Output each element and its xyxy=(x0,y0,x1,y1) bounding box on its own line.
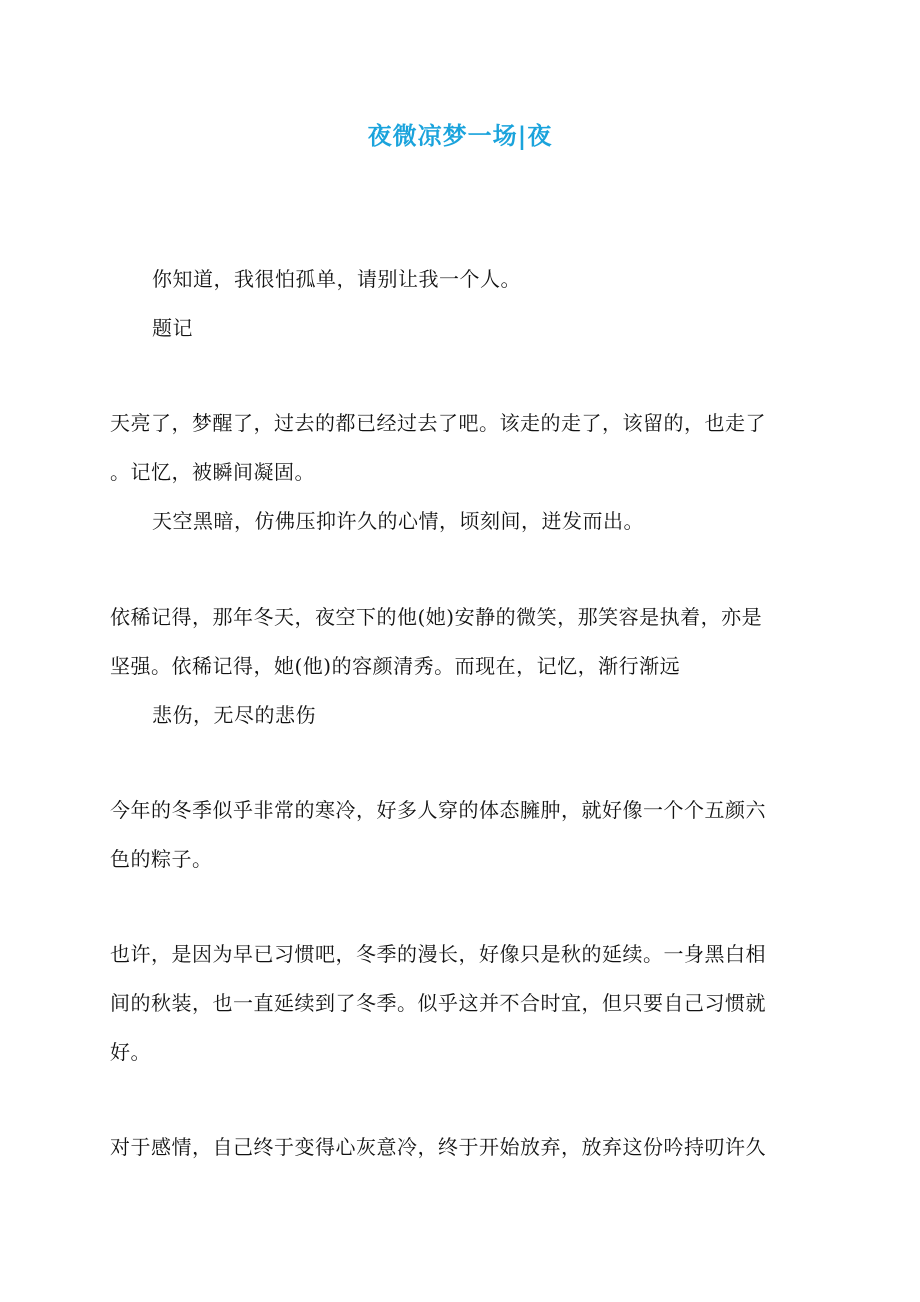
paragraph-line: 依稀记得，那年冬天，夜空下的他(她)安静的微笑，那笑容是执着，亦是 xyxy=(110,605,763,629)
paragraph-line: 对于感情，自己终于变得心灰意冷，终于开始放弃，放弃这份吟持叨许久 xyxy=(110,1135,766,1159)
paragraph-line: 坚强。依稀记得，她(他)的容颜清秀。而现在，记忆，渐行渐远 xyxy=(110,654,681,678)
paragraph-line: 好。 xyxy=(110,1040,151,1064)
epigraph-label: 题记 xyxy=(152,316,193,340)
paragraph-line: 天空黑暗，仿佛压抑许久的心情，顷刻间，迸发而出。 xyxy=(152,509,644,533)
epigraph-line: 你知道，我很怕孤单，请别让我一个人。 xyxy=(152,267,521,291)
paragraph-line: 悲伤，无尽的悲伤 xyxy=(152,703,316,727)
paragraph-line: 间的秋装，也一直延续到了冬季。似乎这并不合时宜，但只要自己习惯就 xyxy=(110,991,766,1015)
paragraph-line: 天亮了，梦醒了，过去的都已经过去了吧。该走的走了，该留的，也走了 xyxy=(110,411,766,435)
document-title: 夜微凉梦一场|夜 xyxy=(367,121,553,150)
paragraph-line: 今年的冬季似乎非常的寒冷，好多人穿的体态臃肿，就好像一个个五颜六 xyxy=(110,798,766,822)
paragraph-line: 也许，是因为早已习惯吧，冬季的漫长，好像只是秋的延续。一身黑白相 xyxy=(110,942,766,966)
paragraph-line: 。记忆，被瞬间凝固。 xyxy=(110,460,315,484)
paragraph-line: 色的粽子。 xyxy=(110,847,213,871)
